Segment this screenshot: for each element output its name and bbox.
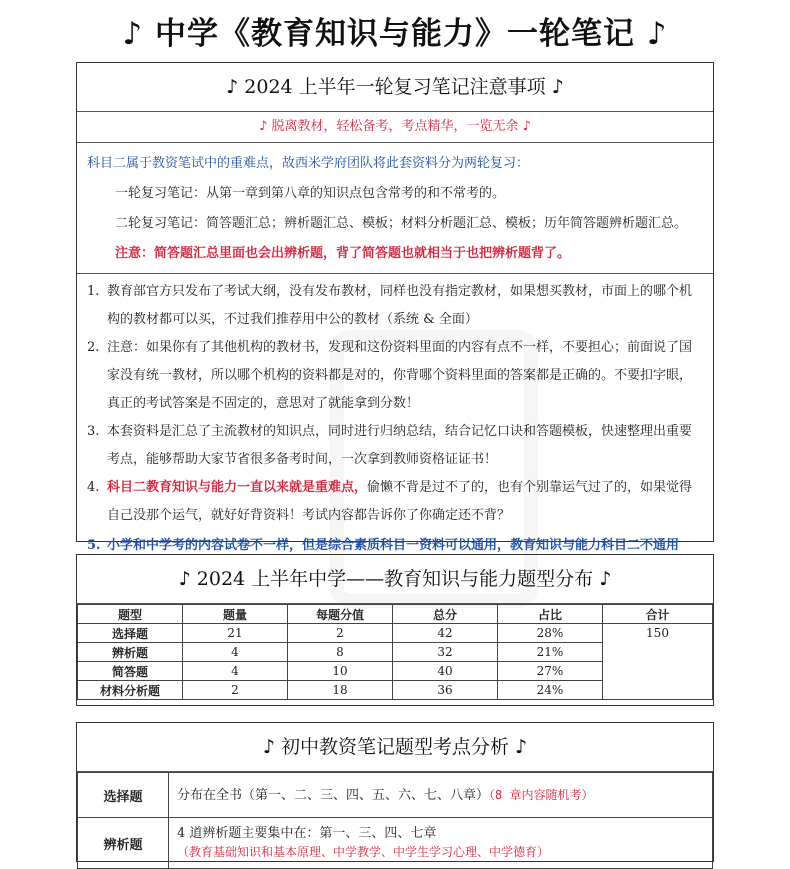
cell: 21% — [498, 643, 603, 662]
note-text: 教育部官方只发布了考试大纲，没有发布教材，同样也没有指定教材，如果想买教材，市面上的哪个机构的教材都可以买，不过我们推荐用中公的教材（系统 & 全面） — [107, 284, 693, 327]
row-text: 4 道辨析题主要集中在：第一、三、四、七章 — [177, 826, 437, 841]
note-text — [107, 474, 703, 530]
cell: 2 — [183, 681, 288, 700]
distribution-header: ♪ 2024 上半年中学——教育知识与能力题型分布 ♪ — [77, 555, 713, 604]
intro-note: 注意：简答题汇总里面也会出辨析题，背了简答题也就相当于也把辨析题背了。 — [115, 246, 571, 261]
note-text: 小学和中学考的内容试卷不一样，但是综合素质科目一资料可以通用，教育知识与能力科目二不通用 — [107, 538, 680, 553]
col-header: 每题分值 — [288, 605, 393, 624]
note-text: 注意：如果你有了其他机构的教材书，发现和这份资料里面的内容有点不一样，不要担心；前面说了国家没有统一教材，所以哪个机构的资料都是对的，你背哪个资料里面的答案都是正确的。不要扣字眼，真正的考试答案是不固定的，意思对了就能拿到分数！ — [107, 340, 693, 411]
cell: 4 — [183, 662, 288, 681]
row-label: 选择题 — [78, 773, 169, 818]
cell: 42 — [393, 624, 498, 643]
distribution-table — [77, 604, 713, 700]
cell: 8 — [288, 643, 393, 662]
note-item — [87, 278, 703, 334]
row-content — [169, 818, 713, 869]
note-number: 3. — [87, 424, 100, 439]
notes-section — [76, 62, 714, 553]
table-row — [78, 773, 713, 818]
row-content — [169, 773, 713, 818]
cell: 2 — [288, 624, 393, 643]
table-row — [78, 818, 713, 869]
col-header: 合计 — [603, 605, 713, 624]
note-highlight: 科目二教育知识与能力一直以来就是重难点， — [107, 480, 368, 495]
note-rest: 偷懒不背是过不了的，也有个别靠运气过了的，如果觉得自己没那个运气，就好好背资料！考试内容都告诉你了你确定还不背？ — [107, 480, 693, 523]
cell: 32 — [393, 643, 498, 662]
cell: 材料分析题 — [78, 681, 183, 700]
cell: 4 — [183, 643, 288, 662]
analysis-table — [77, 772, 713, 869]
col-header: 占比 — [498, 605, 603, 624]
cell: 36 — [393, 681, 498, 700]
note-number: 1. — [87, 284, 100, 299]
analysis-header: ♪ 初中教资笔记题型考点分析 ♪ — [77, 723, 713, 772]
cell: 28% — [498, 624, 603, 643]
cell: 27% — [498, 662, 603, 681]
row-label: 辨析题 — [78, 818, 169, 869]
cell: 选择题 — [78, 624, 183, 643]
intro-block — [77, 143, 713, 274]
notes-list — [77, 274, 713, 560]
slogan: ♪ 脱离教材，轻松备考，考点精华，一览无余 ♪ — [77, 112, 713, 143]
distribution-section — [76, 554, 714, 706]
cell: 40 — [393, 662, 498, 681]
page-title: ♪ 中学《教育知识与能力》一轮笔记 ♪ — [122, 16, 668, 52]
notes-header: ♪ 2024 上半年一轮复习笔记注意事项 ♪ — [77, 63, 713, 112]
cell: 21 — [183, 624, 288, 643]
cell: 18 — [288, 681, 393, 700]
note-number: 2. — [87, 340, 100, 355]
intro-line-2: 二轮复习笔记：简答题汇总；辨析题汇总、模板；材料分析题汇总、模板；历年简答题辨析题汇总。 — [115, 216, 688, 231]
note-number: 5. — [87, 538, 101, 553]
note-item — [87, 334, 703, 418]
note-item — [87, 418, 703, 474]
col-header: 题量 — [183, 605, 288, 624]
note-text: 本套资料是汇总了主流教材的知识点，同时进行归纳总结，结合记忆口诀和答题模板，快速整理出重要考点，能够帮助大家节省很多备考时间，一次拿到教师资格证证书！ — [107, 424, 693, 467]
cell: 简答题 — [78, 662, 183, 681]
col-header: 题型 — [78, 605, 183, 624]
note-item — [87, 474, 703, 530]
cell: 10 — [288, 662, 393, 681]
intro-blue-text: 科目二属于教资笔试中的重难点，故西米学府团队将此套资料分为两轮复习： — [87, 156, 530, 171]
total-cell: 150 — [603, 624, 713, 700]
col-header: 总分 — [393, 605, 498, 624]
row-highlight: （8 章内容随机考） — [489, 787, 594, 802]
analysis-section — [76, 722, 714, 862]
row-text: 分布在全书（第一、二、三、四、五、六、七、八章） — [177, 787, 490, 803]
row-highlight: （教育基础知识和基本原理、中学教学、中学生学习心理、中学德育） — [177, 845, 550, 859]
cell: 辨析题 — [78, 643, 183, 662]
table-header-row — [78, 605, 713, 624]
cell: 24% — [498, 681, 603, 700]
note-number: 4. — [87, 480, 100, 495]
intro-line-1: 一轮复习笔记：从第一章到第八章的知识点包含常考的和不常考的。 — [115, 186, 506, 201]
table-row — [78, 624, 713, 643]
